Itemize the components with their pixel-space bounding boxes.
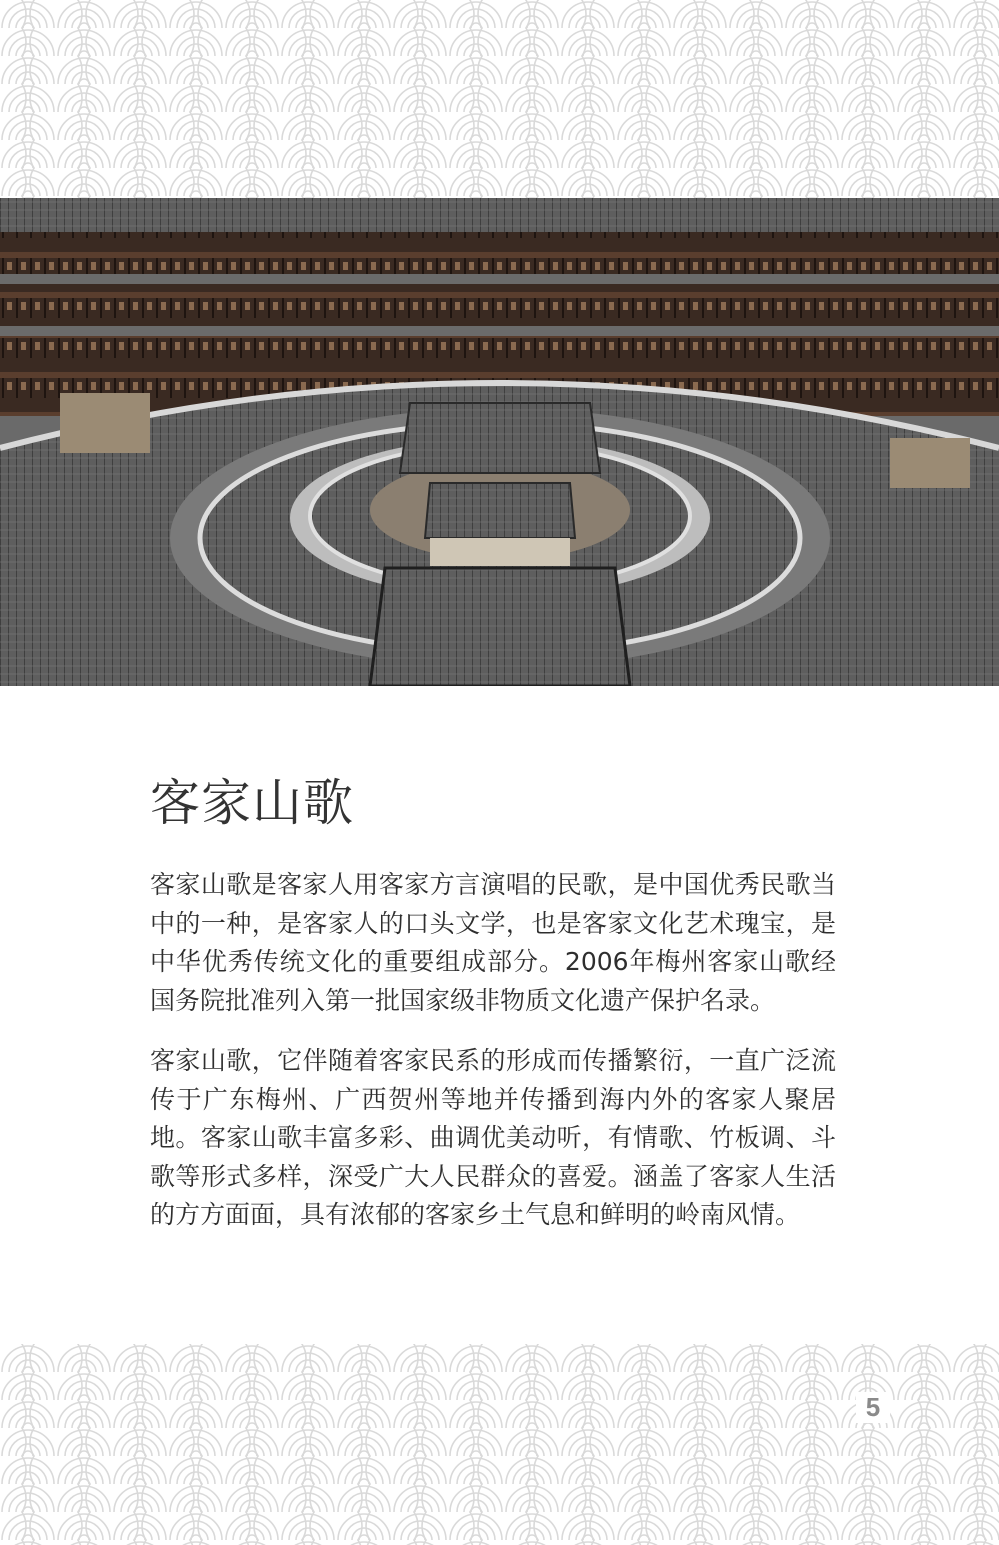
article-paragraph-1: 客家山歌是客家人用客家方言演唱的民歌，是中国优秀民歌当中的一种，是客家人的口头文学，也是客家文化艺术瑰宝，是中华优秀传统文化的重要组成部分。2006年梅州客家山歌经国务院批准列入第一批国家级非物质文化遗产保护名录。 xyxy=(150,870,836,1015)
article-body xyxy=(150,770,850,1257)
article-paragraph-2: 客家山歌，它伴随着客家民系的形成而传播繁衍，一直广泛流传于广东梅州、广西贺州等地并传播到海内外的客家人聚居地。客家山歌丰富多彩、曲调优美动听，有情歌、竹板调、斗歌等形式多样，深受广大人民群众的喜爱。涵盖了客家人生活的方方面面，具有浓郁的客家乡土气息和鲜明的岭南风情。 xyxy=(150,1046,836,1229)
hakka-tulou-roundhouse-photo xyxy=(0,198,999,686)
article-title: 客家山歌 xyxy=(150,774,354,832)
bottom-wave-pattern xyxy=(0,1344,999,1545)
page-number: 5 xyxy=(856,1392,890,1423)
top-wave-pattern xyxy=(0,0,999,198)
